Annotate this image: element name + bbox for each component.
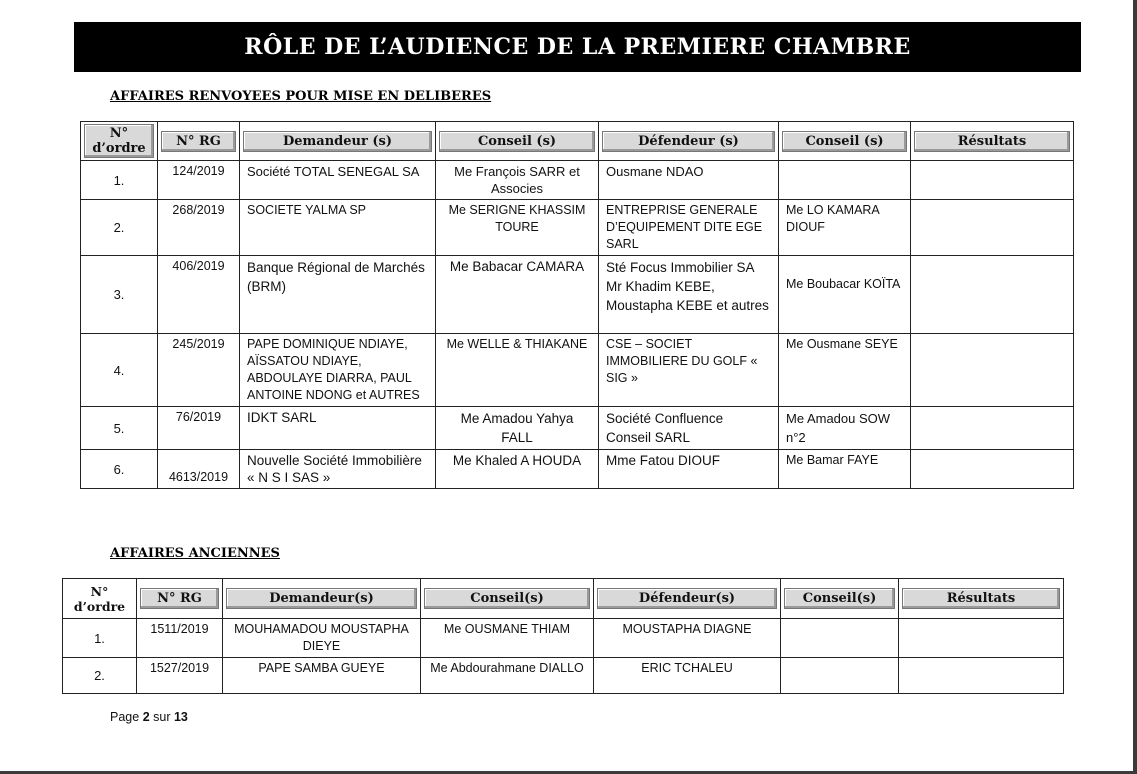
header-demandeur: Demandeur(s) xyxy=(226,588,417,609)
cell-conseil-defendeur xyxy=(781,658,899,694)
cell-rg: 4613/2019 xyxy=(158,450,240,489)
table-header-row xyxy=(63,579,1064,619)
cell-conseil: Me François SARR et Associes xyxy=(436,161,599,200)
page-title: RÔLE DE L’AUDIENCE DE LA PREMIERE CHAMBRE xyxy=(244,34,911,60)
cell-resultats xyxy=(911,407,1074,450)
cell-conseil: Me Babacar CAMARA xyxy=(436,256,599,334)
cell-conseil: Me Khaled A HOUDA xyxy=(436,450,599,489)
cell-conseil: Me Abdourahmane DIALLO xyxy=(421,658,594,694)
cell-resultats xyxy=(911,161,1074,200)
cell-resultats xyxy=(911,334,1074,407)
footer-page-label: Page xyxy=(110,710,140,724)
header-resultats: Résultats xyxy=(914,131,1070,152)
footer-page-current: 2 xyxy=(142,710,150,724)
cell-num: 5. xyxy=(81,407,158,450)
cell-demandeur: MOUHAMADOU MOUSTAPHA DIEYE xyxy=(223,619,421,658)
cell-conseil: Me WELLE & THIAKANE xyxy=(436,334,599,407)
cell-conseil-defendeur: Me Ousmane SEYE xyxy=(779,334,911,407)
cell-rg: 1527/2019 xyxy=(137,658,223,694)
cell-num: 3. xyxy=(81,256,158,334)
header-conseil-defendeur: Conseil(s) xyxy=(784,588,895,609)
cell-num: 6. xyxy=(81,450,158,489)
cell-num: 2. xyxy=(63,658,137,694)
cell-demandeur: Nouvelle Société Immobilière « N S I SAS » xyxy=(240,450,436,489)
header-conseil: Conseil(s) xyxy=(424,588,590,609)
cell-defendeur: ENTREPRISE GENERALE D’EQUIPEMENT DITE EGE SARL xyxy=(599,200,779,256)
cell-defendeur: Mme Fatou DIOUF xyxy=(599,450,779,489)
deliberes-table xyxy=(80,121,1074,489)
header-resultats: Résultats xyxy=(902,588,1060,609)
cell-conseil: Me SERIGNE KHASSIM TOURE xyxy=(436,200,599,256)
cell-demandeur: PAPE SAMBA GUEYE xyxy=(223,658,421,694)
cell-rg: 124/2019 xyxy=(158,161,240,200)
cell-conseil: Me Amadou Yahya FALL xyxy=(436,407,599,450)
cell-rg: 406/2019 xyxy=(158,256,240,334)
header-defendeur: Défendeur(s) xyxy=(597,588,777,609)
cell-resultats xyxy=(899,658,1064,694)
cell-rg: 76/2019 xyxy=(158,407,240,450)
cell-defendeur: Ousmane NDAO xyxy=(599,161,779,200)
header-rg: N° RG xyxy=(140,588,219,609)
cell-conseil-defendeur: Me Amadou SOW n°2 xyxy=(779,407,911,450)
cell-defendeur: Société Confluence Conseil SARL xyxy=(599,407,779,450)
cell-demandeur: Société TOTAL SENEGAL SA xyxy=(240,161,436,200)
header-rg: N° RG xyxy=(161,131,236,152)
table-row xyxy=(81,407,1074,450)
table-row xyxy=(63,658,1064,694)
table-row xyxy=(81,450,1074,489)
cell-demandeur: SOCIETE YALMA SP xyxy=(240,200,436,256)
cell-conseil-defendeur xyxy=(779,161,911,200)
table-row xyxy=(81,161,1074,200)
cell-conseil-defendeur: Me Bamar FAYE xyxy=(779,450,911,489)
cell-num: 2. xyxy=(81,200,158,256)
cell-conseil: Me OUSMANE THIAM xyxy=(421,619,594,658)
cell-conseil-defendeur: Me LO KAMARA DIOUF xyxy=(779,200,911,256)
cell-num: 1. xyxy=(63,619,137,658)
table-row xyxy=(81,200,1074,256)
table-header-row xyxy=(81,122,1074,161)
header-ordre: N° d’ordre xyxy=(84,124,154,158)
header-conseil-defendeur: Conseil (s) xyxy=(782,131,907,152)
header-demandeur: Demandeur (s) xyxy=(243,131,432,152)
footer-page-sep: sur xyxy=(153,710,171,724)
cell-conseil-defendeur xyxy=(781,619,899,658)
header-ordre: N° d’ordre xyxy=(73,583,126,614)
page-footer xyxy=(110,710,188,724)
section1-heading: AFFAIRES RENVOYEES POUR MISE EN DELIBERES xyxy=(110,89,492,104)
cell-rg: 268/2019 xyxy=(158,200,240,256)
title-banner xyxy=(74,22,1081,72)
cell-defendeur: MOUSTAPHA DIAGNE xyxy=(594,619,781,658)
cell-rg: 245/2019 xyxy=(158,334,240,407)
footer-page-total: 13 xyxy=(173,710,188,724)
cell-demandeur: IDKT SARL xyxy=(240,407,436,450)
cell-defendeur: CSE – SOCIET IMMOBILIERE DU GOLF « SIG » xyxy=(599,334,779,407)
table-row xyxy=(81,256,1074,334)
page-edge-right xyxy=(1133,0,1137,774)
cell-resultats xyxy=(911,256,1074,334)
header-defendeur: Défendeur (s) xyxy=(602,131,775,152)
cell-num: 1. xyxy=(81,161,158,200)
cell-demandeur: Banque Régional de Marchés (BRM) xyxy=(240,256,436,334)
cell-resultats xyxy=(911,450,1074,489)
table-row xyxy=(63,619,1064,658)
cell-defendeur: Sté Focus Immobilier SA Mr Khadim KEBE, Moustapha KEBE et autres xyxy=(599,256,779,334)
cell-defendeur: ERIC TCHALEU xyxy=(594,658,781,694)
cell-resultats xyxy=(899,619,1064,658)
section2-heading: AFFAIRES ANCIENNES xyxy=(110,546,280,561)
cell-conseil-defendeur: Me Boubacar KOÏTA xyxy=(779,256,911,334)
cell-rg: 1511/2019 xyxy=(137,619,223,658)
cell-resultats xyxy=(911,200,1074,256)
header-conseil: Conseil (s) xyxy=(439,131,595,152)
cell-demandeur: PAPE DOMINIQUE NDIAYE, AÏSSATOU NDIAYE, ABDOULAYE DIARRA, PAUL ANTOINE NDONG et AUTRES xyxy=(240,334,436,407)
cell-num: 4. xyxy=(81,334,158,407)
anciennes-table xyxy=(62,578,1064,694)
table-row xyxy=(81,334,1074,407)
